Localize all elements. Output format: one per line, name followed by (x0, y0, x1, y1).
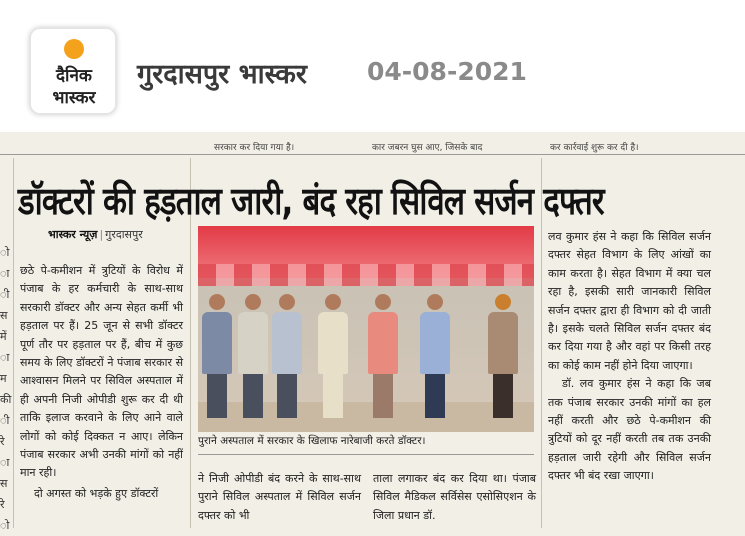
logo-line2: भास्कर (52, 88, 96, 108)
column-1-last-line: दो अगस्त को भड़के हुए डॉक्टरों (34, 486, 159, 500)
byline-place: गुरदासपुर (105, 228, 143, 241)
edge-frag: ा (0, 267, 10, 280)
edge-frag: ी (0, 414, 10, 427)
article-column-4 (548, 228, 711, 486)
edge-frag: ा (0, 351, 10, 364)
edge-frag: स (0, 309, 8, 322)
protester-figure (318, 294, 348, 418)
edge-frag: की (0, 393, 12, 406)
article-photo (198, 226, 534, 432)
edge-frag: स (0, 477, 8, 490)
dainik-bhaskar-logo (30, 28, 116, 114)
edge-frag: ा (0, 456, 10, 469)
edge-frag: रे (0, 498, 5, 511)
protester-figure (420, 294, 450, 418)
photo-caption: पुराने अस्पताल में सरकार के खिलाफ नारेबाजी करते डॉक्टर। (198, 435, 426, 447)
protester-figure (488, 294, 518, 418)
column-divider (13, 158, 14, 528)
protester-figure (202, 294, 232, 418)
edge-frag: रे (0, 435, 5, 448)
article-column-1 (20, 262, 183, 503)
left-edge-column (0, 242, 10, 536)
byline (48, 227, 143, 242)
article-column-2: ने निजी ओपीडी बंद करने के साथ-साथ पुराने सिविल अस्पताल में सिविल सर्जन दफ्तर को भी (198, 472, 361, 522)
edge-frag: म (0, 372, 7, 385)
top-fragment-1: सरकार कर दिया गया है। (214, 143, 295, 153)
edition-title: गुरदासपुर भास्कर (137, 59, 307, 90)
edge-frag: ी (0, 288, 10, 301)
top-fragment-2: कार जबरन घुस आए, जिसके बाद (372, 143, 483, 153)
logo-line1: दैनिक (56, 66, 92, 86)
edge-frag: ो (0, 246, 10, 259)
article-column-3: ताला लगाकर बंद कर दिया था। पंजाब सिविल मैडिकल सर्विसेस एसोसिएशन के जिला प्रधान डॉ. (373, 472, 536, 522)
top-rule (0, 154, 745, 155)
newspaper-page (0, 132, 745, 536)
protester-figure (238, 294, 268, 418)
column-1-text: छठे पे-कमीशन में त्रुटियों के विरोध में पंजाब के हर कर्मचारी के साथ-साथ सरकारी डॉक्टर और अन्य सेहत कर्मी भी हड़ताल पर हैं। 25 जून से सभी डॉक्टर पूर्ण तौर पर हड़ताल पर हैं, बीच में कुछ समय के लिए डॉक्टरों ने पंजाब सरकार से आश्वासन मिलने पर सिविल अस्पताल में ही अपनी निजी ओपीडी शुरू कर दी थी ताकि इलाज करवाने के लिए आने वाले लोगों को कोई दिक्कत न आए। लेकिन पंजाब सरकार अभी उनकी मांगों को नहीं मान रही। (20, 264, 183, 480)
edge-frag: में (0, 330, 7, 343)
byline-source: भास्कर न्यूज़ (48, 228, 98, 241)
top-fragment-3: कर कार्रवाई शुरू कर दी है। (550, 143, 639, 153)
sun-icon (64, 39, 84, 59)
tent-canopy (198, 226, 534, 278)
protester-figure (368, 294, 398, 418)
clipping-header (0, 0, 745, 132)
column-4-text-2: डॉ. लव कुमार हंस ने कहा कि जब तक पंजाब सरकार उनकी मांगों का हल नहीं करती और छठे पे-कमीशन की त्रुटियों को दूर नहीं करती तब तक उनकी हड़ताल जारी रहेगी और सिविल सर्जन दफ्तर भी बंद रखा जाएगा। (548, 377, 711, 483)
caption-rule (198, 454, 534, 455)
publication-date: 04-08-2021 (367, 57, 527, 86)
column-4-text: लव कुमार हंस ने कहा कि सिविल सर्जन दफ्तर सेहत विभाग के लिए आंखों का काम करता है। सेहत विभाग में क्या चल रहा है, इसकी सारी जानकारी सिविल सर्जन दफ्तर द्वारा ही विभाग को दी जाती है। इसके चलते सिविल सर्जन दफ्तर बंद कर दिया गया है और वहां पर किसी तरह का कोई काम नहीं होने दिया जाएगा। (548, 230, 711, 372)
protester-figure (272, 294, 302, 418)
edge-frag: ो (0, 519, 10, 532)
byline-separator: | (99, 228, 104, 241)
article-headline: डॉक्टरों की हड़ताल जारी, बंद रहा सिविल सर्जन दफ्तर (18, 179, 604, 223)
